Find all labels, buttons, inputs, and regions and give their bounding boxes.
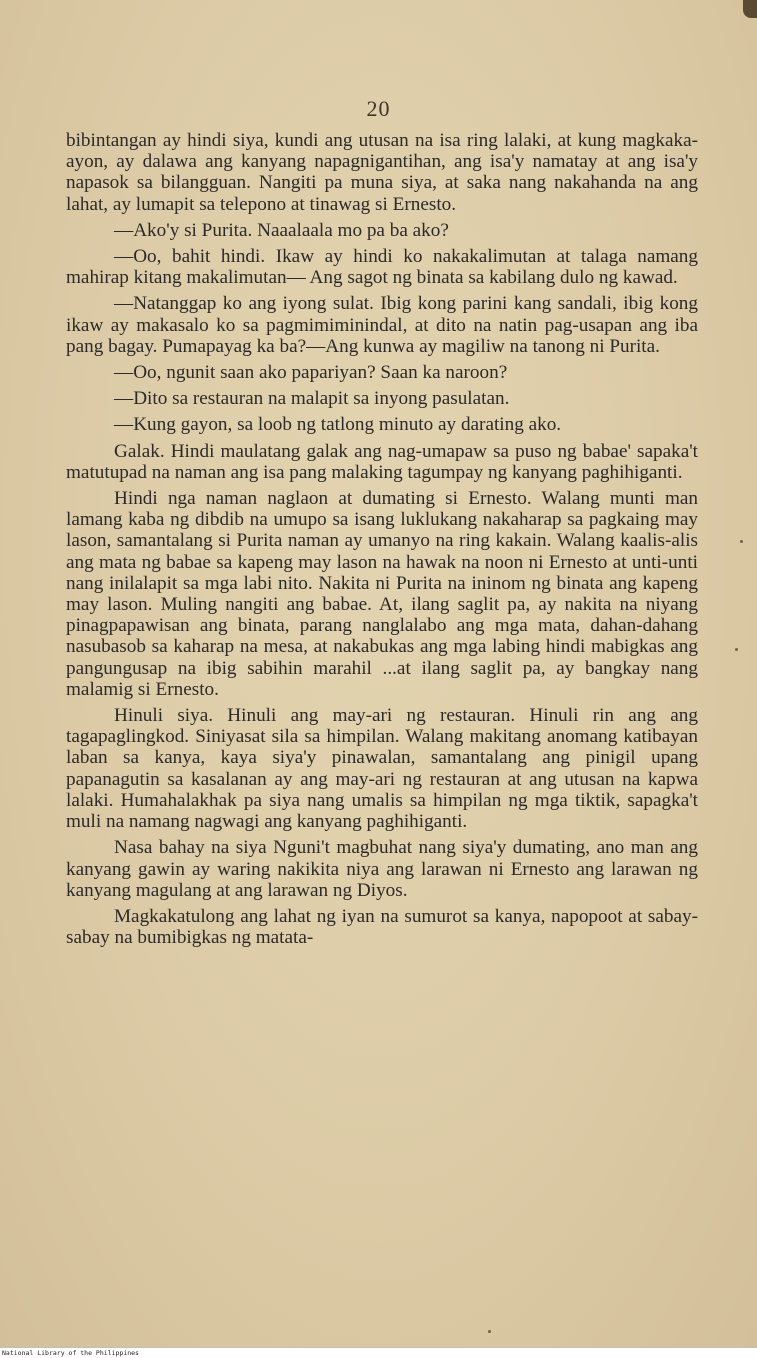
page-number: 20 (366, 96, 391, 121)
paper-speck (740, 540, 743, 543)
paragraph: Magkakatulong ang lahat ng iyan na sumurot sa kanya, napopoot at sabay-sabay na bumibigkas ng matata- (66, 905, 698, 949)
paragraph: Hindi nga naman naglaon at dumating si Ernesto. Walang munti man lamang kaba ng dibdib na umupo sa isang luklukang nakaharap sa pagkaing may lason, samantalang si Purita naman ay umanyo na ring kakain. Walang kaalis-alis ang mata ng babae sa kapeng may lason na hawak na noon ni Ernesto at unti-unti nang inilalapit sa mga labi nito. Nakita ni Purita na ininom ng binata ang kapeng may lason. Muling nangiti ang babae. At, ilang saglit pa, ay nakita na niyang pinagpapawisan ang binata, parang nanglalabo ang mga mata, dahan-dahang nasubasob sa kaharap na mesa, at nakabukas ang mga labing hindi mabigkas ang pangungusap na ibig sabihin marahil ...at ilang saglit pa, ay bangkay nang malamig si Ernesto. (66, 488, 698, 700)
paragraph: —Natanggap ko ang iyong sulat. Ibig kong parini kang sandali, ibig kong ikaw ay makasalo ko sa pagmimiminindal, at dito na natin pag-usapan ang iba pang bagay. Pumapayag ka ba?—Ang kunwa ay magiliw na tanong ni Purita. (66, 293, 698, 357)
page-corner-shadow (743, 0, 757, 18)
paragraph: —Dito sa restauran na malapit sa inyong pasulatan. (114, 388, 510, 410)
paragraph: —Oo, bahit hindi. Ikaw ay hindi ko nakakalimutan at talaga namang mahirap kitang makalimutan— Ang sagot ng binata sa kabilang dulo ng kawad. (66, 246, 698, 289)
body-text (66, 130, 698, 953)
paragraph: Hinuli siya. Hinuli ang may-ari ng restauran. Hinuli rin ang ang tagapaglingkod. Siniyasat sila sa himpilan. Walang makitang anomang katibayan laban sa kanya, kaya siya'y pinawalan, samantalang ang pinigil upang papanagutin sa kasalanan ay ang may-ari ng restauran at ang utusan na kapwa lalaki. Humahalakhak pa siya nang umalis sa himpilan ng mga tiktik, sapagka't muli na namang nagwagi ang kanyang paghihiganti. (66, 705, 698, 833)
paragraph: —Kung gayon, sa loob ng tatlong minuto ay darating ako. (114, 414, 562, 436)
library-credit: National Library of the Philippines (2, 1349, 139, 1357)
paragraph: —Oo, ngunit saan ako papariyan? Saan ka naroon? (114, 362, 508, 384)
paragraph: bibintangan ay hindi siya, kundi ang utusan na isa ring lalaki, at kung magkaka-ayon, ay dalawa ang kanyang napagnigantihan, ang isa'y namatay at ang isa'y napasok sa bilangguan. Nangiti pa muna siya, at saka nang nakahanda na ang lahat, ay lumapit sa telepono at tinawag si Ernesto. (66, 130, 698, 215)
paragraph: Nasa bahay na siya Nguni't magbuhat nang siya'y dumating, ano man ang kanyang gawin ay waring nakikita niya ang larawan ni Ernesto ang larawan ng kanyang magulang at ang larawan ng Diyos. (66, 837, 698, 901)
footer-bar (0, 1347, 757, 1358)
paper-speck (488, 1330, 491, 1333)
paragraph: —Ako'y si Purita. Naaalaala mo pa ba ako? (114, 219, 449, 241)
paragraph: Galak. Hindi maulatang galak ang nag-umapaw sa puso ng babae' sapaka't matutupad na naman ang isa pang malaking tagumpay ng kanyang paghihiganti. (66, 440, 698, 483)
paper-speck (735, 648, 738, 651)
